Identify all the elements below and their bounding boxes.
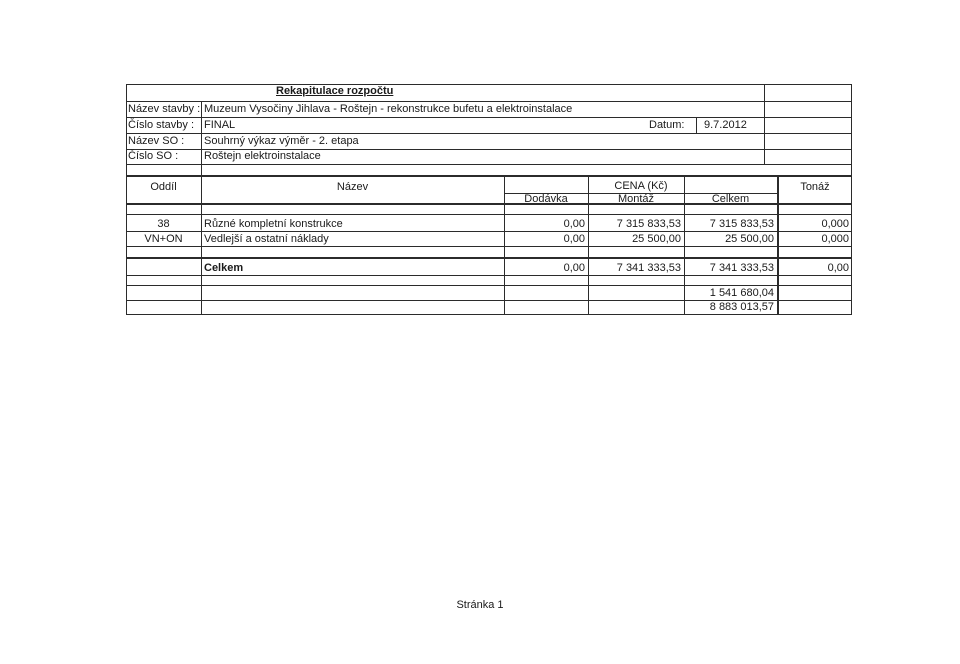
- row-1-nazev: Různé kompletní konstrukce: [204, 218, 343, 230]
- col-cena-header: CENA (Kč): [614, 180, 668, 192]
- page-footer: Stránka 1: [456, 599, 504, 611]
- col-montaz-header: Montáž: [617, 193, 655, 205]
- cislo-stavby-label: Číslo stavby :: [128, 119, 195, 131]
- row-2-celkem: 25 500,00: [725, 233, 774, 245]
- row-2-montaz: 25 500,00: [632, 233, 681, 245]
- row-2-dodavka: 0,00: [563, 233, 585, 245]
- datum-value: 9.7.2012: [704, 119, 747, 131]
- cislo-so-value: Roštejn elektroinstalace: [204, 150, 321, 162]
- total-dodavka: 0,00: [563, 262, 585, 274]
- row-1-celkem: 7 315 833,53: [709, 218, 774, 230]
- cislo-so-label: Číslo SO :: [128, 150, 179, 162]
- row-1-montaz: 7 315 833,53: [616, 218, 681, 230]
- budget-table: [126, 0, 852, 664]
- datum-label: Datum:: [649, 119, 685, 131]
- total-celkem: 7 341 333,53: [709, 262, 774, 274]
- nazev-so-label: Název SO :: [128, 135, 185, 147]
- stavba-label: Název stavby :: [128, 103, 201, 115]
- extra-value-1: 1 541 680,04: [709, 287, 774, 299]
- page-title: Rekapitulace rozpočtu: [276, 85, 394, 97]
- row-2-oddil: VN+ON: [144, 233, 183, 245]
- row-2-tonaz: 0,000: [821, 233, 849, 245]
- total-label: Celkem: [204, 262, 244, 274]
- row-1-dodavka: 0,00: [563, 218, 585, 230]
- total-montaz: 7 341 333,53: [616, 262, 681, 274]
- col-nazev-header: Název: [336, 181, 369, 193]
- stavba-value: Muzeum Vysočiny Jihlava - Roštejn - rekonstrukce bufetu a elektroinstalace: [204, 103, 573, 115]
- cislo-stavby-value: FINAL: [204, 119, 236, 131]
- extra-value-2: 8 883 013,57: [709, 301, 774, 313]
- col-oddil-header: Oddíl: [150, 181, 177, 193]
- row-2-nazev: Vedlejší a ostatní náklady: [204, 233, 329, 245]
- row-1-oddil: 38: [157, 218, 170, 230]
- col-tonaz-header: Tonáž: [800, 181, 830, 193]
- total-tonaz: 0,00: [827, 262, 849, 274]
- row-1-tonaz: 0,000: [821, 218, 849, 230]
- col-dodavka-header: Dodávka: [524, 193, 568, 205]
- col-celkem-header: Celkem: [711, 193, 750, 205]
- nazev-so-value: Souhrný výkaz výměr - 2. etapa: [204, 135, 359, 147]
